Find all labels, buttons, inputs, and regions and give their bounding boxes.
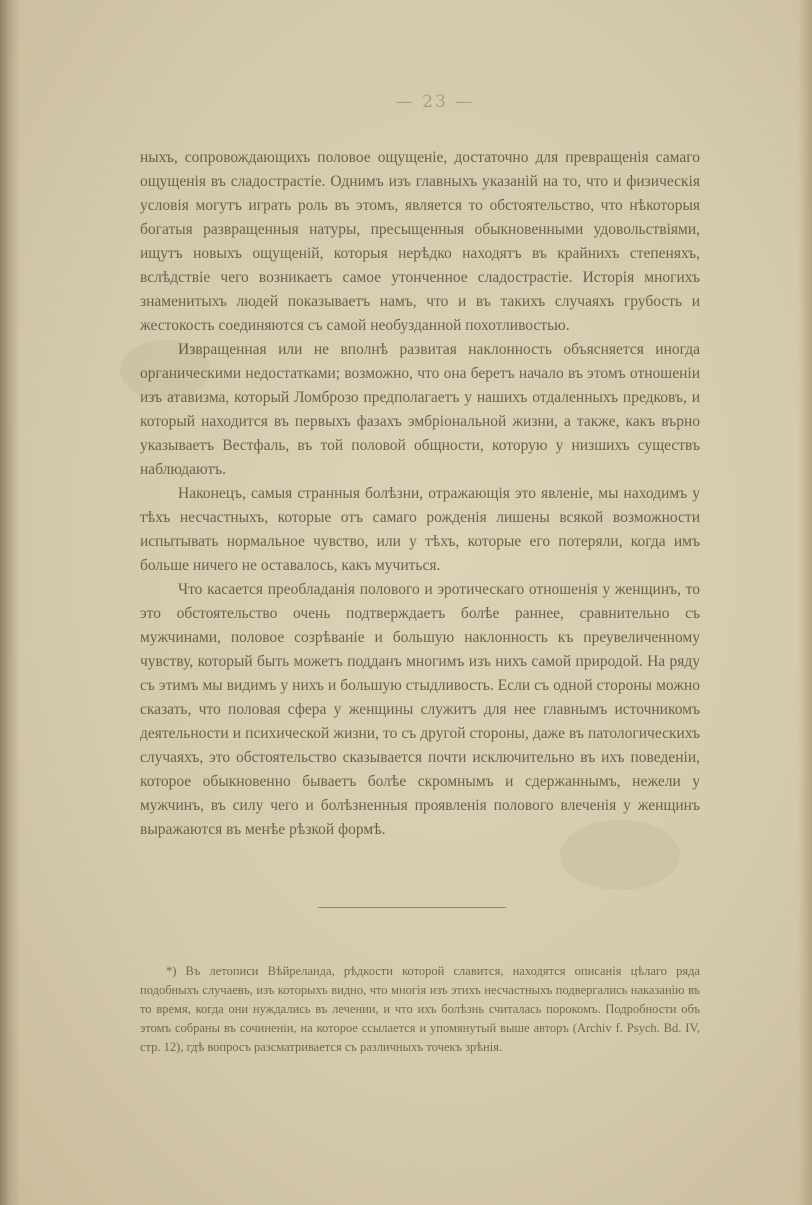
paragraph: Наконецъ, самыя странныя болѣзни, отражающія это явленіе, мы находимъ у тѣхъ несчастныхъ, которые отъ самаго рожденія лишены всякой возможности испытывать нормальное чувство, или у тѣхъ, которые его потеряли, когда имъ больше ничего не оставалось, какъ мучиться. xyxy=(140,485,700,574)
paragraph: ныхъ, сопровождающихъ половое ощущеніе, достаточно для превращенія самаго ощущенія въ сладострастіе. Однимъ изъ главныхъ указаній на то, что и физическія условія могутъ играть роль въ этомъ, является то обстоятельство, что нѣкоторыя богатыя развращенныя натуры, пресыщенныя обыкновенными удовольствіями, ищутъ новыхъ ощущеній, которыя нерѣдко находятъ въ крайнихъ степеняхъ, вслѣдствіе чего возникаетъ самое утонченное сладострастіе. Исторія многихъ знаменитыхъ людей показываетъ намъ, что и въ такихъ случаяхъ грубость и жестокость соединяются съ самой необузданной похотливостью. xyxy=(140,149,700,334)
page-edge-shadow-right xyxy=(798,0,812,1205)
paragraph: Извращенная или не вполнѣ развитая наклонность объясняется иногда органическими недостатками; возможно, что она беретъ начало въ этомъ отношеніи изъ атавизма, который Ломброзо предполагаетъ у нашихъ отдаленныхъ предковъ, и который находится въ первыхъ фазахъ эмбріональной жизни, а также, какъ върно указываетъ Вестфаль, въ той половой общности, которую у низшихъ существъ наблюдаютъ. xyxy=(140,341,700,478)
paragraph: Что касается преобладанія полового и эротическаго отношенія у женщинъ, то это обстоятельство очень подтверждаетъ болѣе раннее, сравнительно съ мужчинами, половое созрѣваніе и большую наклонность къ преувеличенному чувству, который быть можетъ подданъ многимъ изъ нихъ самой природой. На ряду съ этимъ мы видимъ у нихъ и большую стыдливость. Если съ одной стороны можно сказать, что половая сфера у женщины служитъ для нее главнымъ источникомъ деятельности и психической жизни, то съ другой стороны, даже въ патологическихъ случаяхъ, это обстоятельство сказывается почти исключительно въ ихъ поведеніи, которое обыкновенно бываетъ болѣе скромнымъ и сдержаннымъ, нежели у мужчинъ, въ силу чего и болѣзненныя проявленія полового влеченія у женщинъ выражаются въ менѣе рѣзкой формѣ. xyxy=(140,581,700,838)
page-edge-shadow-left xyxy=(0,0,20,1205)
footnote-separator xyxy=(318,907,506,908)
page-number: — 23 — xyxy=(395,92,475,112)
footnote-text: *) Въ летописи Вѣйреланда, рѣдкости которой славится, находятся описанія цѣлаго ряда подобныхъ случаевъ, изъ которыхъ видно, что многія изъ этихъ несчастныхъ подвергались наказанію въ то время, когда они нуждались въ лечении, и что ихъ болѣзнь считалась порокомъ. Подробности объ этомъ собраны въ сочиненіи, на которое ссылается и упомянутый выше авторъ (Archiv f. Psych. Bd. IV, стр. 12), гдѣ вопросъ разсматривается съ различныхъ точекъ зрѣнія. xyxy=(140,964,700,1054)
body-text xyxy=(140,146,700,842)
footnote xyxy=(140,962,700,1057)
